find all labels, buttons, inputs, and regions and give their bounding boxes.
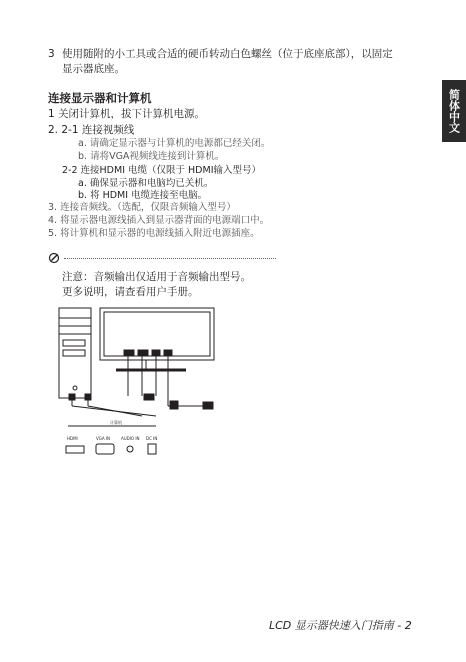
cables — [68, 356, 203, 426]
item-4: 4. 将显示器电源线插入到显示器背面的电源端口中。 — [48, 215, 270, 226]
item-2-2b: b. 将 HDMI 电缆连接至电脑。 — [78, 190, 208, 201]
item-3: 3. 连接音频线。（选配，仅限音频输入型号） — [48, 202, 236, 213]
note-line2: 更多说明，请查看用户手册。 — [62, 286, 199, 298]
item-2b: b. 请将VGA视频线连接到计算机。 — [78, 151, 225, 162]
step3-number: 3 — [48, 48, 55, 60]
item-1: 1 关闭计算机，拔下计算机电源。 — [48, 108, 206, 120]
port-icons — [66, 444, 156, 454]
page-footer: LCD 显示器快速入门指南 - 2 — [269, 619, 412, 632]
monitor — [100, 308, 214, 370]
item-2-2: 2-2 连接HDMI 电缆（仅限于 HDMI输入型号） — [62, 165, 261, 176]
port-label-hdmi: HDMI — [67, 436, 78, 441]
note-line1: 注意：音频输出仅适用于音频输出型号。 — [62, 271, 251, 283]
port-label-vga: VGA IN — [96, 436, 111, 441]
item-2-2a: a. 确保显示器和电脑均已关机。 — [78, 178, 214, 189]
language-tab: 简体中文 — [442, 80, 466, 142]
item-5: 5. 将计算机和显示器的电源线插入附近电源插座。 — [48, 228, 260, 239]
port-label-dc: DC IN — [146, 436, 158, 441]
port-label-audio: AUDIO IN — [121, 436, 140, 441]
item-2a: a. 请确定显示器与计算机的电源都已经关闭。 — [78, 138, 271, 149]
bus-label: 计算机 — [110, 420, 122, 425]
computer-tower — [59, 308, 91, 398]
connection-diagram — [58, 306, 228, 464]
item-2: 2. 2-1 连接视频线 — [48, 124, 135, 136]
note-divider — [64, 258, 276, 259]
step3-line2: 显示器底座。 — [62, 63, 125, 75]
note-icon — [48, 252, 60, 264]
step3-line1: 使用随附的小工具或合适的硬币转动白色螺丝（位于底座底部），以固定 — [62, 48, 393, 60]
section-title: 连接显示器和计算机 — [48, 91, 152, 105]
